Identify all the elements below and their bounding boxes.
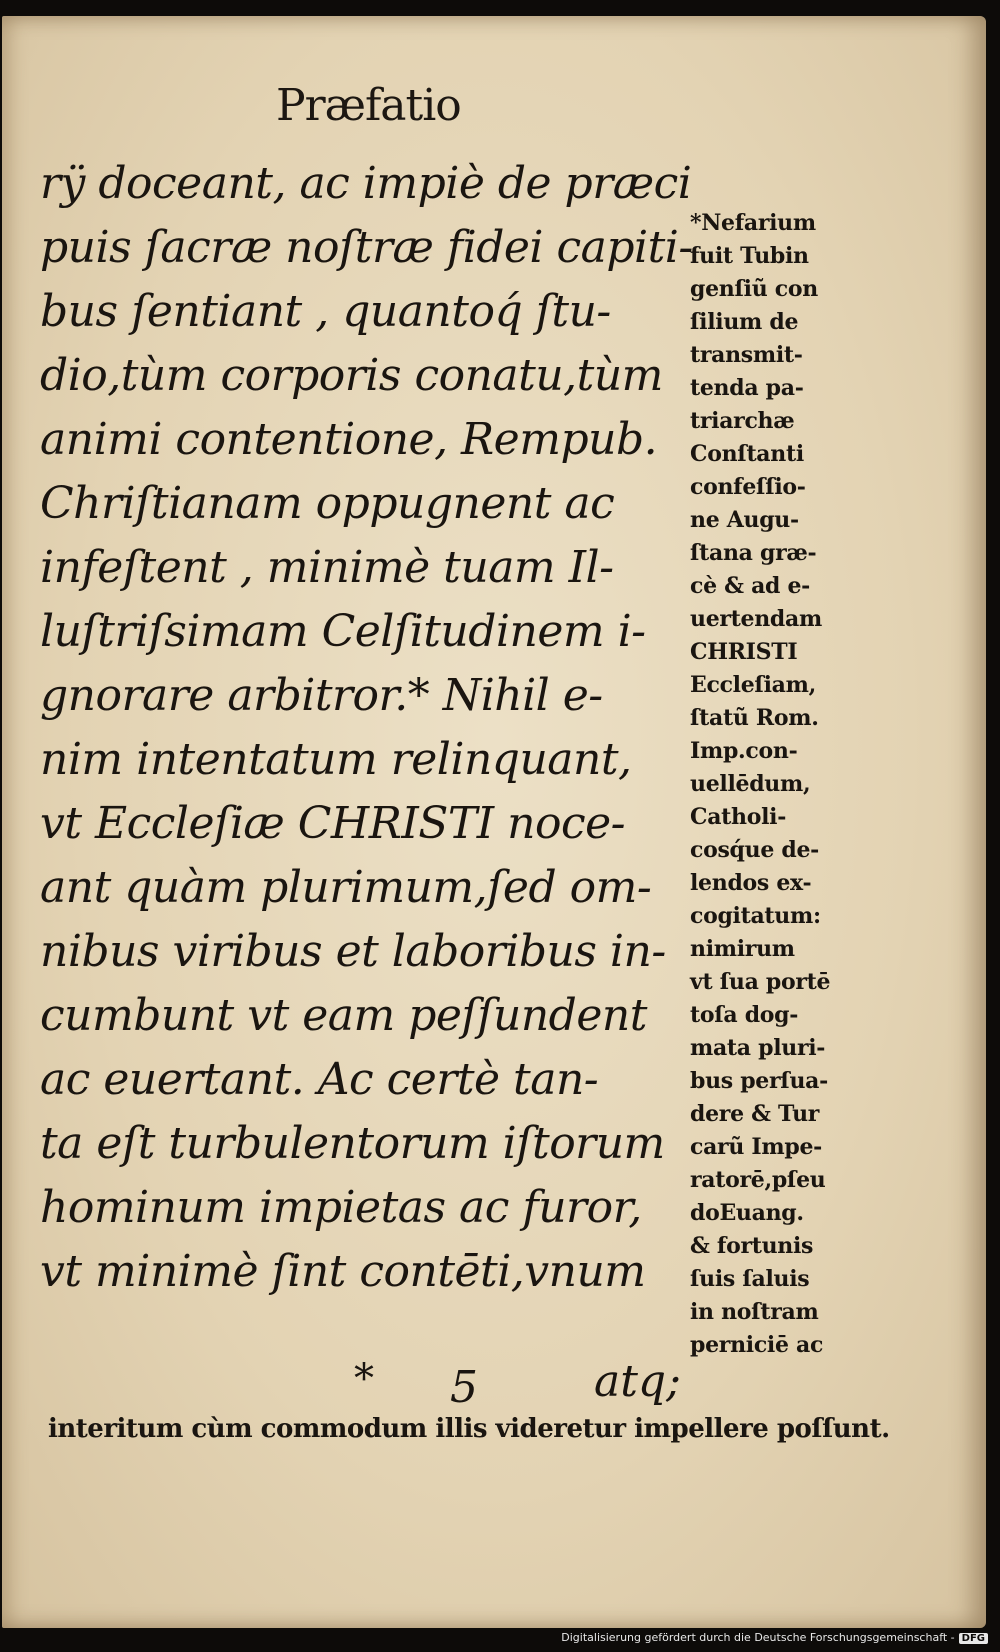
note-line: genſiũ con bbox=[690, 276, 818, 302]
note-line: mata pluri- bbox=[690, 1035, 826, 1061]
book-page bbox=[2, 16, 986, 1628]
note-line: toſa dog- bbox=[690, 1002, 799, 1028]
note-line: uertendam bbox=[690, 606, 822, 632]
text-line: cumbunt vt eam peſſundent bbox=[40, 990, 647, 1041]
note-line: lendos ex- bbox=[690, 870, 812, 896]
note-line: fuit Tubin bbox=[690, 243, 809, 269]
credit-text: Digitalisierung gefördert durch die Deutsche Forschungsgemeinschaft - bbox=[561, 1631, 955, 1644]
note-line: uellēdum, bbox=[690, 771, 811, 797]
note-line: confeſſio- bbox=[690, 474, 806, 500]
note-line: perniciē ac bbox=[690, 1332, 824, 1358]
dfg-logo: DFG bbox=[959, 1633, 988, 1644]
note-line: ſtatũ Rom. bbox=[690, 705, 819, 731]
note-line: Imp.con- bbox=[690, 738, 798, 764]
note-line: vt ſua portē bbox=[690, 969, 831, 995]
note-line: ſtana græ- bbox=[690, 540, 817, 566]
note-line: dere & Tur bbox=[690, 1101, 820, 1127]
text-line: nim intentatum relinquant, bbox=[40, 734, 632, 785]
text-line: dio,tùm corporis conatu,tùm bbox=[40, 350, 663, 401]
text-line: rÿ doceant, ac impiè de præci bbox=[40, 158, 692, 209]
digitization-credit bbox=[561, 1631, 988, 1644]
signature-mark: * bbox=[354, 1356, 374, 1402]
text-line: bus ſentiant , quantoq́ ſtu- bbox=[40, 286, 611, 337]
note-line: tenda pa- bbox=[690, 375, 804, 401]
text-line: ta eſt turbulentorum iſtorum bbox=[40, 1118, 665, 1169]
text-line: luſtriſsimam Celſitudinem i- bbox=[40, 606, 646, 657]
note-line: in noſtram bbox=[690, 1299, 819, 1325]
note-line: cosq́ue de- bbox=[690, 837, 820, 863]
note-line: *Nefarium bbox=[690, 210, 816, 236]
note-line: cè & ad e- bbox=[690, 573, 810, 599]
note-line: ne Augu- bbox=[690, 507, 799, 533]
text-line: ac euertant. Ac certè tan- bbox=[40, 1054, 599, 1105]
note-line: triarchæ bbox=[690, 408, 795, 434]
note-line: bus perſua- bbox=[690, 1068, 828, 1094]
text-line: ant quàm plurimum,ſed om- bbox=[40, 862, 652, 913]
note-line: doEuang. bbox=[690, 1200, 804, 1226]
note-line: CHRISTI bbox=[690, 639, 798, 665]
text-line: nibus viribus et laboribus in- bbox=[40, 926, 666, 977]
text-line: puis ſacræ noſtræ fidei capiti- bbox=[40, 222, 693, 273]
note-line: Catholi- bbox=[690, 804, 787, 830]
note-line: ſilium de bbox=[690, 309, 799, 335]
note-line: ſuis ſaluis bbox=[690, 1266, 810, 1292]
text-line: hominum impietas ac furor, bbox=[40, 1182, 642, 1233]
note-line: ratorē,pſeu bbox=[690, 1167, 826, 1193]
text-line: gnorare arbitror.* Nihil e- bbox=[40, 670, 603, 721]
note-line: carũ Impe- bbox=[690, 1134, 822, 1160]
note-line: nimirum bbox=[690, 936, 795, 962]
note-line: cogitatum: bbox=[690, 903, 821, 929]
catchword: atq; bbox=[594, 1356, 681, 1407]
text-line: infeſtent , minimè tuam Il- bbox=[40, 542, 614, 593]
text-line: vt Eccleſiæ CHRISTI noce- bbox=[40, 798, 626, 849]
note-line: & fortunis bbox=[690, 1233, 814, 1259]
note-line: transmit- bbox=[690, 342, 803, 368]
text-line: vt minimè ſint contēti,vnum bbox=[40, 1246, 646, 1297]
text-line: Chriſtianam oppugnent ac bbox=[40, 478, 615, 529]
note-line: Eccleſiam, bbox=[690, 672, 816, 698]
text-line: animi contentione, Rempub. bbox=[40, 414, 658, 465]
running-head: Præfatio bbox=[276, 80, 461, 131]
note-line: Conſtanti bbox=[690, 441, 804, 467]
note-continuation: interitum cùm commodum illis videretur impellere poſſunt. bbox=[48, 1414, 890, 1444]
signature: 5 bbox=[450, 1362, 478, 1413]
